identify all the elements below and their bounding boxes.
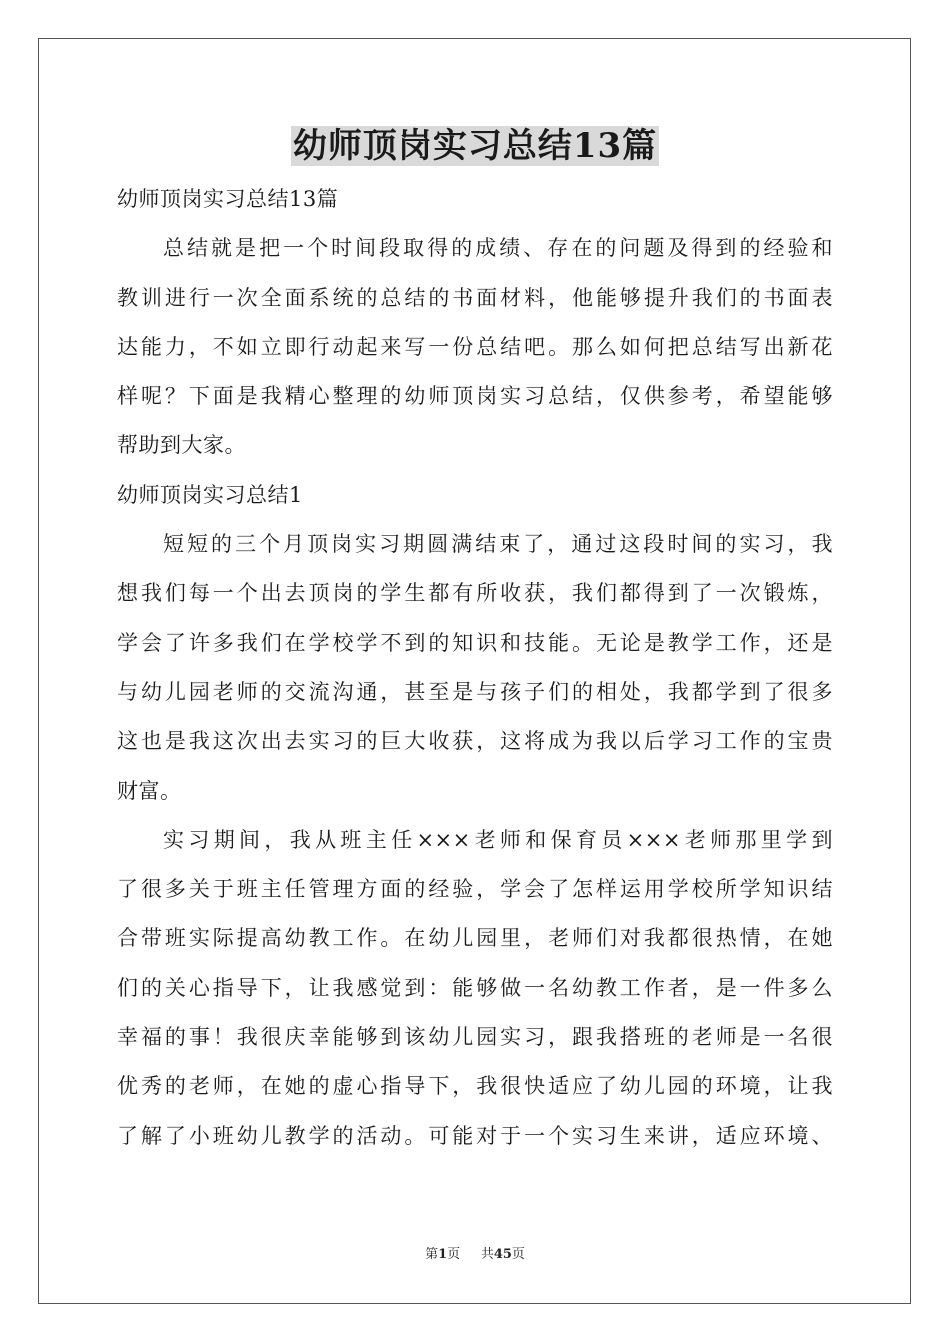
text-line: 达能力，不如立即行动起来写一份总结吧。那么如何把总结写出新花 <box>117 334 833 359</box>
text-line: 了很多关于班主任管理方面的经验，学会了怎样运用学校所学知识结 <box>117 877 833 902</box>
footer-total-pages: 45 <box>493 1247 512 1262</box>
document-body <box>117 175 833 1161</box>
text-line: 与幼儿园老师的交流沟通，甚至是与孩子们的相处，我都学到了很多 <box>117 679 833 704</box>
text-line: 优秀的老师，在她的虚心指导下，我很快适应了幼儿园的环境，让我 <box>117 1074 833 1099</box>
text-line: 样呢？下面是我精心整理的幼师顶岗实习总结，仅供参考，希望能够 <box>117 384 833 409</box>
text-line: 幼师顶岗实习总结13篇 <box>117 187 339 211</box>
text-line: 幸福的事！我很庆幸能够到该幼儿园实习，跟我搭班的老师是一名很 <box>117 1025 833 1050</box>
text-line: 了解了小班幼儿教学的活动。可能对于一个实习生来讲，适应环境、 <box>117 1123 833 1148</box>
document-title <box>0 124 950 168</box>
text-line: 幼师顶岗实习总结1 <box>117 482 303 507</box>
text-line: 合带班实际提高幼教工作。在幼儿园里，老师们对我都很热情，在她 <box>117 926 833 951</box>
text-line: 教训进行一次全面系统的总结的书面材料，他能够提升我们的书面表 <box>117 285 833 310</box>
text-line: 总结就是把一个时间段取得的成绩、存在的问题及得到的经验和 <box>163 236 833 261</box>
text-line: 想我们每一个出去顶岗的学生都有所收获，我们都得到了一次锻炼， <box>117 581 833 606</box>
document-title-text: 幼师顶岗实习总结13篇 <box>292 126 658 166</box>
text-line: 们的关心指导下，让我感觉到：能够做一名幼教工作者，是一件多么 <box>117 975 833 1000</box>
text-line: 学会了许多我们在学校学不到的知识和技能。无论是教学工作，还是 <box>117 630 833 655</box>
text-line: 帮助到大家。 <box>117 433 246 458</box>
footer-total-suffix: 页 <box>511 1247 525 1262</box>
footer-page-number: 1 <box>438 1247 448 1262</box>
page-footer <box>0 1247 950 1263</box>
text-line: 这也是我这次出去实习的巨大收获，这将成为我以后学习工作的宝贵 <box>117 729 833 754</box>
text-line: 实习期间，我从班主任×××老师和保育员×××老师那里学到 <box>163 827 833 852</box>
footer-page-prefix: 第 <box>425 1247 439 1262</box>
text-line: 短短的三个月顶岗实习期圆满结束了，通过这段时间的实习，我 <box>163 532 833 557</box>
footer-page-suffix: 页 <box>447 1247 461 1262</box>
footer-total-prefix: 共 <box>480 1247 494 1262</box>
text-line: 财富。 <box>117 778 182 803</box>
